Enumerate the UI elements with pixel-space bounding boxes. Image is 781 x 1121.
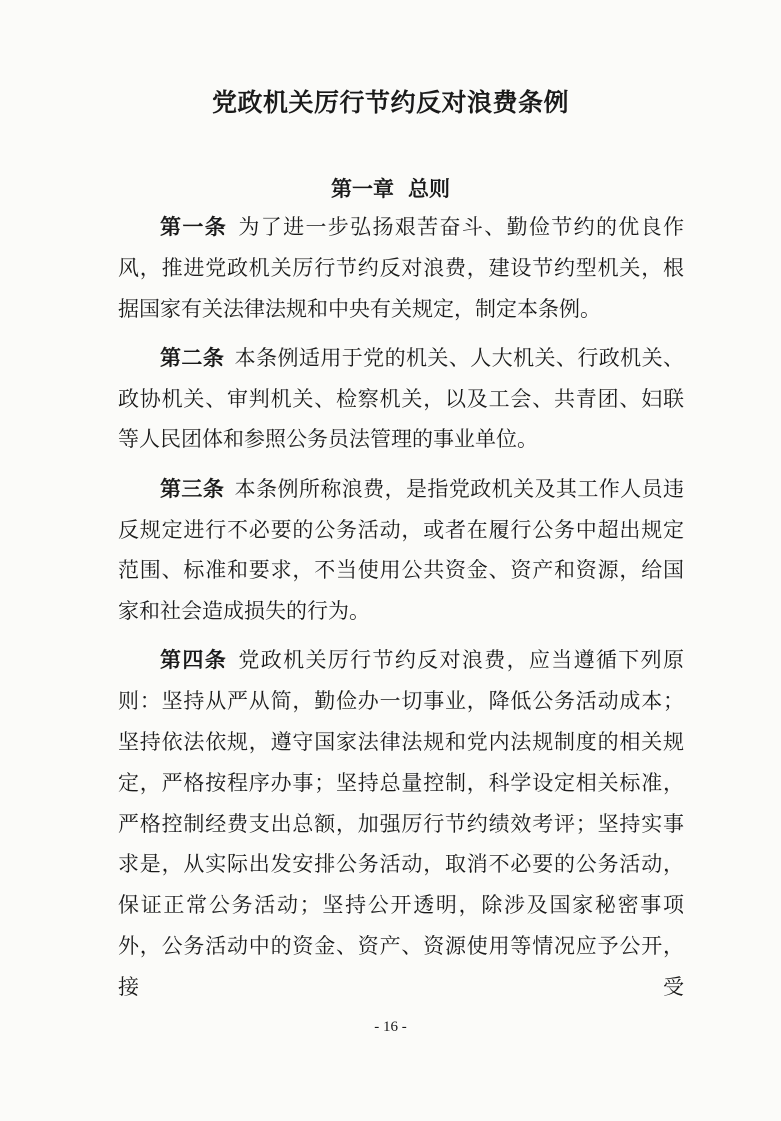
chapter-name: 总则 [408,176,450,201]
chapter-heading [0,173,781,203]
article-text: 本条例适用于党的机关、人大机关、行政机关、政协机关、审判机关、检察机关，以及工会、共青团、妇联等人民团体和参照公务员法管理的事业单位。 [118,345,684,452]
article-4 [118,640,684,1007]
document-body [118,207,684,1008]
chapter-number: 第一章 [331,176,394,201]
article-text: 为了进一步弘扬艰苦奋斗、勤俭节约的优良作风，推进党政机关厉行节约反对浪费，建设节约型机关，根据国家有关法律法规和中央有关规定，制定本条例。 [118,215,685,321]
document-title: 党政机关厉行节约反对浪费条例 [211,88,569,117]
article-3 [118,469,684,632]
article-label: 第一条 [160,214,228,239]
article-text: 本条例所称浪费，是指党政机关及其工作人员违反规定进行不必要的公务活动，或者在履行公务中超出规定范围、标准和要求，不当使用公共资金、资产和资源，给国家和社会造成损失的行为。 [118,476,684,624]
page-number: - 16 - [374,1019,407,1035]
article-1 [118,207,684,329]
article-label: 第二条 [160,344,225,370]
article-label: 第四条 [160,647,228,673]
article-text: 党政机关厉行节约反对浪费，应当遵循下列原则：坚持从严从简，勤俭办一切事业，降低公务活动成本；坚持依法依规，遵守国家法律法规和党内法规制度的相关规定，严格按程序办事；坚持总量控制，科学设定相关标准，严格控制经费支出总额，加强厉行节约绩效考评；坚持实事求是，从实际出发安排公务活动，取消不必要的公务活动，保证正常公务活动；坚持公开透明，除涉及国家秘密事项外，公务活动中的资金、资产、资源使用等情况应予公开，接受 [118,648,685,999]
article-2 [118,338,684,460]
article-label: 第三条 [160,475,225,501]
